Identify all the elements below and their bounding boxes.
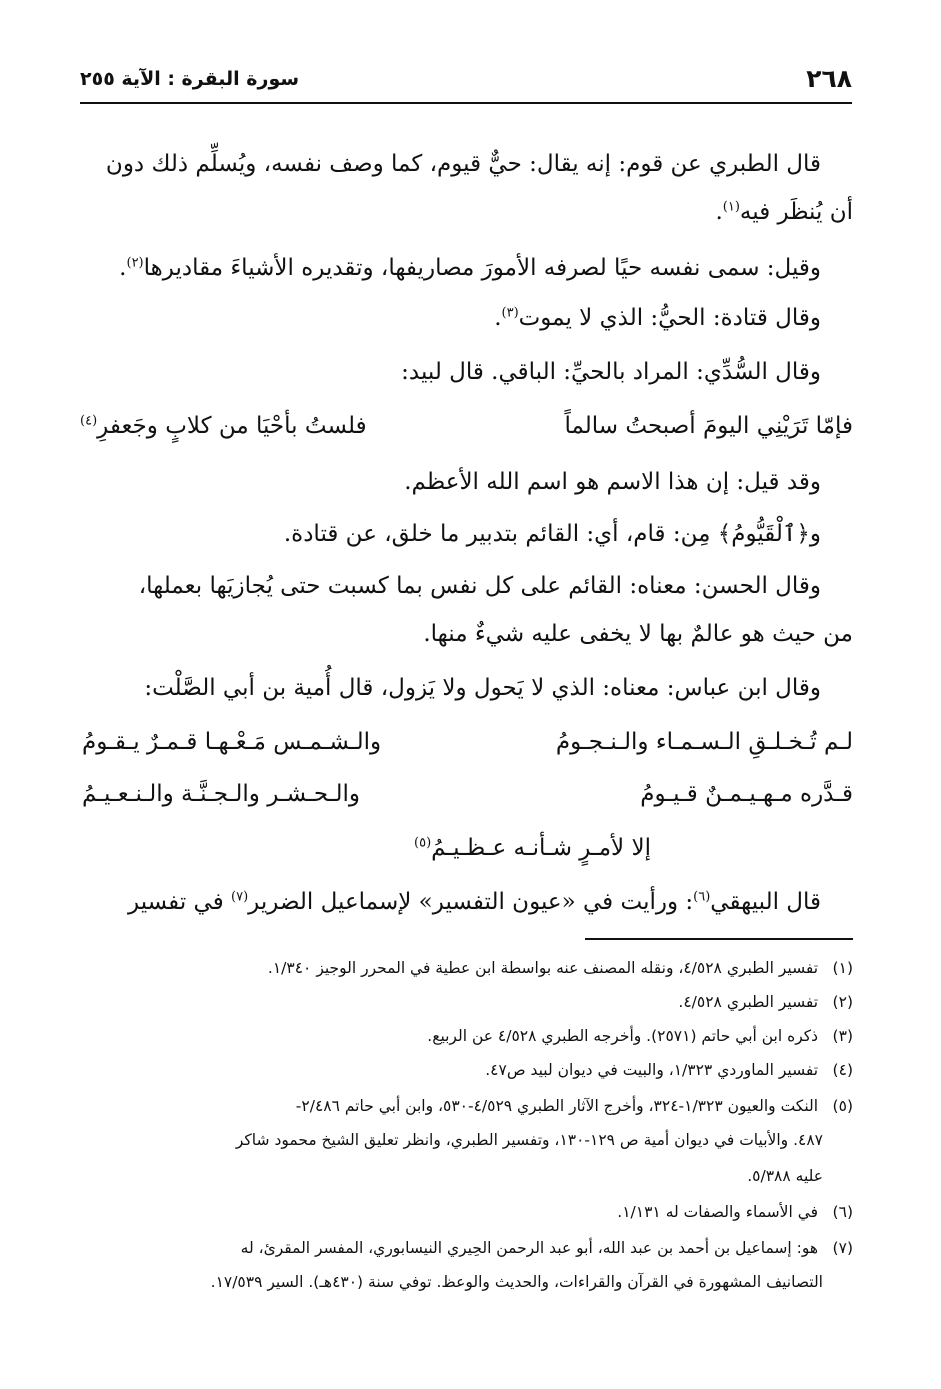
body-text: من حيث هو عالمٌ بها لا يخفى عليه شيءٌ منها.: [423, 621, 853, 647]
body-text: .: [494, 305, 502, 331]
footnote-6: [80, 1202, 853, 1222]
poem-text: والـشـمـس مَـعْـهـا قـمـرٌ يـقـومُ: [82, 729, 382, 755]
poem-text: فلستُ بأحْيَا من كلابٍ وجَعفرِ: [97, 413, 367, 439]
poem-text: والـحـشـر والـجـنَّـة والـنـعـيـمُ: [82, 781, 360, 807]
footnote-number: (٣): [832, 1027, 853, 1045]
body-text: وقال السُّدِّي: المراد بالحيِّ: الباقي. قال لبيد:: [401, 359, 821, 385]
footnote-number: (٤): [832, 1061, 853, 1079]
footnote-text: في الأسماء والصفات له ١/١٣١.: [617, 1203, 819, 1221]
body-text: وقال قتادة: الحيُّ: الذي لا يموت: [518, 305, 821, 331]
body-line-11: [80, 668, 821, 708]
footnote-number: (٦): [832, 1203, 853, 1221]
footnote-ref: (٣): [501, 305, 519, 321]
footnote-ref: (٢): [126, 255, 144, 271]
footnote-text: ٤٨٧. والأبيات في ديوان أمية ص ١٢٩-١٣٠، وتفسير الطبري، وانظر تعليق الشيخ محمود شاكر: [235, 1131, 823, 1149]
body-line-2: [80, 192, 853, 232]
footnote-5-continued: [80, 1166, 823, 1186]
footnote-2: [80, 992, 853, 1012]
footnote-text: عليه ٥/٣٨٨.: [747, 1167, 823, 1185]
footnote-number: (٢): [832, 993, 853, 1011]
footnote-5-continued: [80, 1130, 823, 1150]
body-text: قال البيهقي: [710, 889, 821, 915]
poem-hemistich-left: [82, 774, 360, 814]
footnote-number: (١): [832, 959, 853, 977]
body-text: قال الطبري عن قوم: إنه يقال: حيٌّ قيوم، كما وصف نفسه، ويُسلِّم ذلك دون: [105, 151, 821, 177]
page-header: [80, 62, 852, 104]
body-line-1: [80, 144, 821, 184]
poem-hemistich-left: [82, 722, 381, 762]
body-text: أن يُنظَر فيه: [739, 199, 853, 225]
footnote-text: النكت والعيون ١/٣٢٣-٣٢٤، وأخرج الآثار الطبري ٤/٥٢٩-٥٣٠، وابن أبي حاتم ٢/٤٨٦-: [295, 1097, 819, 1115]
footnote-ref: (٧): [231, 889, 249, 905]
footnote-ref: (١): [722, 199, 740, 215]
footnote-7: [80, 1238, 853, 1258]
footnote-7-continued: [80, 1272, 823, 1292]
body-text: في تفسير: [128, 889, 232, 915]
body-line-9: [80, 566, 821, 606]
body-text: .: [715, 199, 723, 225]
footnote-text: التصانيف المشهورة في القرآن والقراءات، والحديث والوعظ. توفي سنة (٤٣٠هـ). السير ١٧/٥٣٩.: [210, 1273, 823, 1291]
poem-text: فإمّا تَرَيْنِي اليومَ أصبحتُ سالماً: [564, 413, 853, 439]
poem-hemistich-left: [80, 406, 367, 446]
poem-text: قـدَّره مـهـيـمـنٌ قـيـومُ: [640, 781, 853, 807]
page-number: ٢٦٨: [806, 64, 852, 93]
body-line-7: [80, 462, 821, 502]
body-text: وقال ابن عباس: معناه: الذي لا يَحول ولا يَزول، قال أُمية بن أبي الصَّلْت:: [144, 675, 821, 701]
footnote-5: [80, 1096, 853, 1116]
footnote-ref: (٤): [80, 413, 98, 429]
footnote-4: [80, 1060, 853, 1080]
body-text: : ورأيت في «عيون التفسير» لإسماعيل الضرير: [248, 889, 694, 915]
body-line-10: [80, 614, 853, 654]
footnote-number: (٧): [832, 1239, 853, 1257]
footnote-text: تفسير الماوردي ١/٣٢٣، والبيت في ديوان لبيد ص٤٧.: [485, 1061, 819, 1079]
body-text: .: [119, 255, 127, 281]
footnote-1: [80, 958, 853, 978]
footnote-ref: (٥): [414, 835, 432, 851]
body-text: وقيل: سمى نفسه حيًا لصرفه الأمورَ مصاريفها، وتقديره الأشياءَ مقاديرها: [143, 255, 821, 281]
poem-hemistich-right: [556, 722, 853, 762]
footnote-text: ذكره ابن أبي حاتم (٢٥٧١). وأخرجه الطبري ٤/٥٢٨ عن الربيع.: [427, 1027, 819, 1045]
footnote-text: هو: إسماعيل بن أحمد بن عبد الله، أبو عبد الرحمن الحِيري النيسابوري، المفسر المقرئ، له: [240, 1239, 819, 1257]
body-line-4: [80, 298, 821, 338]
poem-text: لـم تُـخـلـقِ الـسـمـاء والـنـجـومُ: [555, 729, 853, 755]
body-line-3: [80, 248, 821, 288]
body-text: و﴿ٱلْقَيُّومُ﴾ مِن: قام، أي: القائم بتدبير ما خلق، عن قتادة.: [283, 521, 821, 547]
poem-hemistich-right: [564, 406, 853, 446]
poem-text: إلا لأمـرٍ شـأنـه عـظـيـمُ: [431, 835, 651, 861]
poem-closing-line: [414, 828, 651, 868]
body-line-8: [80, 514, 821, 554]
running-title: سورة البقرة : الآية ٢٥٥: [80, 68, 300, 90]
poem-hemistich-right: [640, 774, 853, 814]
footnote-separator: [585, 938, 853, 940]
body-line-5: [80, 352, 821, 392]
footnote-3: [80, 1026, 853, 1046]
body-text: وقال الحسن: معناه: القائم على كل نفس بما كسبت حتى يُجازيَها بعملها،: [138, 573, 821, 599]
footnote-text: تفسير الطبري ٤/٥٢٨.: [678, 993, 819, 1011]
footnote-number: (٥): [832, 1097, 853, 1115]
body-text: وقد قيل: إن هذا الاسم هو اسم الله الأعظم.: [404, 469, 821, 495]
footnote-ref: (٦): [693, 889, 711, 905]
footnote-text: تفسير الطبري ٤/٥٢٨، ونقله المصنف عنه بواسطة ابن عطية في المحرر الوجيز ١/٣٤٠.: [267, 959, 819, 977]
body-line-15: [80, 882, 821, 922]
